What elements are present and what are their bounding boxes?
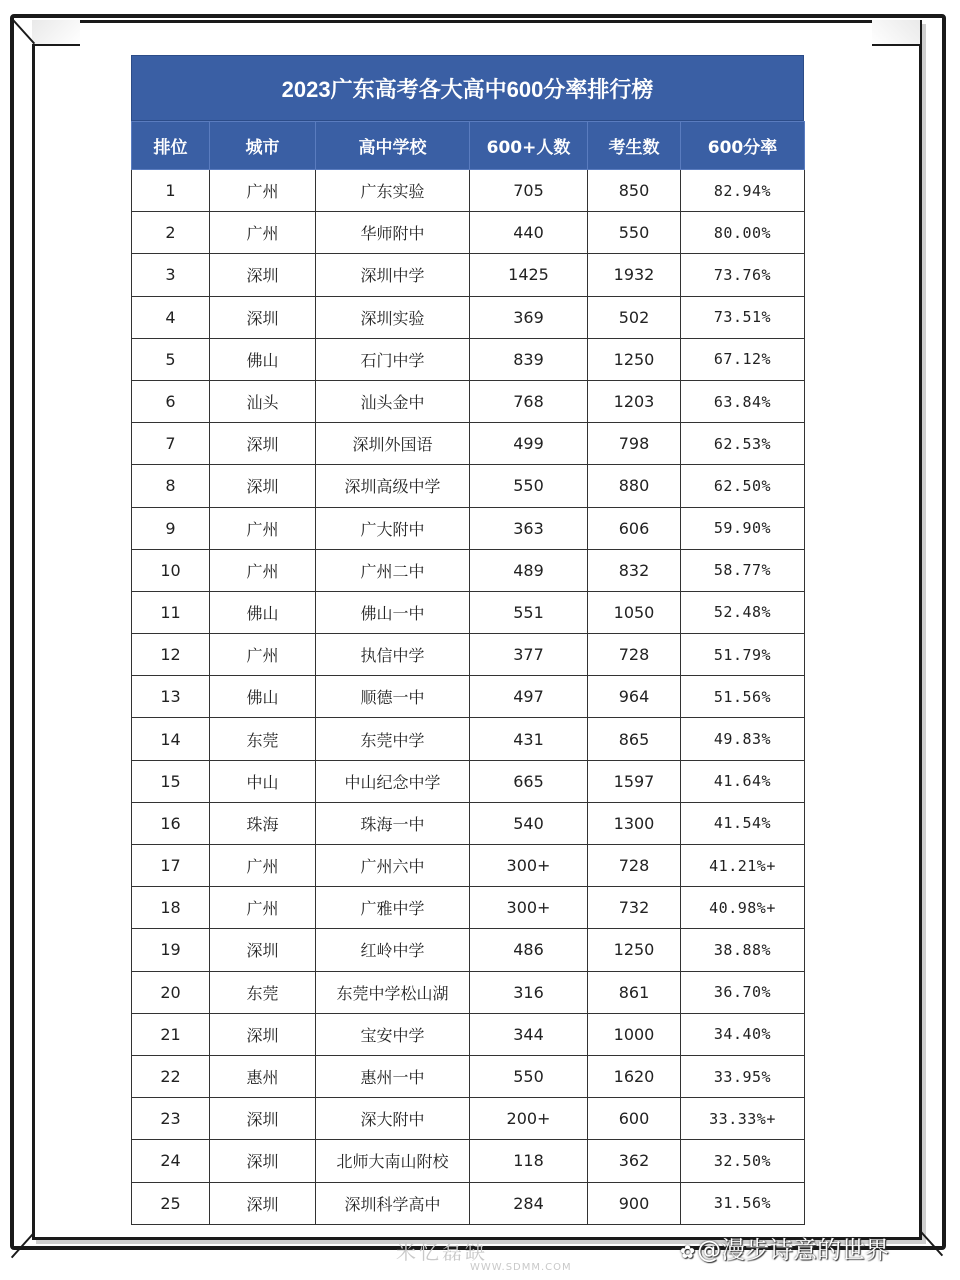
cell-600-count: 551 xyxy=(470,591,588,633)
cell-600-rate: 62.50% xyxy=(681,465,805,507)
cell-600-count: 540 xyxy=(470,802,588,844)
cell-school: 顺德一中 xyxy=(316,676,470,718)
cell-600-rate: 33.95% xyxy=(681,1055,805,1097)
header-row xyxy=(132,122,805,170)
cell-city: 深圳 xyxy=(210,1182,316,1224)
cell-600-count: 377 xyxy=(470,634,588,676)
cell-examinees: 1000 xyxy=(588,1013,681,1055)
cell-rank: 24 xyxy=(132,1140,210,1182)
cell-city: 广州 xyxy=(210,634,316,676)
cell-rank: 19 xyxy=(132,929,210,971)
cell-rank: 18 xyxy=(132,887,210,929)
cell-600-count: 665 xyxy=(470,760,588,802)
cell-600-count: 369 xyxy=(470,296,588,338)
table-row xyxy=(132,634,805,676)
table-row xyxy=(132,212,805,254)
cell-600-rate: 51.79% xyxy=(681,634,805,676)
cell-examinees: 502 xyxy=(588,296,681,338)
cell-600-rate: 41.54% xyxy=(681,802,805,844)
cell-school: 佛山一中 xyxy=(316,591,470,633)
table-row xyxy=(132,971,805,1013)
header-city: 城市 xyxy=(210,122,316,170)
cell-school: 深圳外国语 xyxy=(316,423,470,465)
table-row xyxy=(132,296,805,338)
cell-examinees: 1203 xyxy=(588,380,681,422)
cell-city: 珠海 xyxy=(210,802,316,844)
cell-600-count: 200+ xyxy=(470,1098,588,1140)
cell-city: 佛山 xyxy=(210,338,316,380)
cell-city: 广州 xyxy=(210,212,316,254)
table-row xyxy=(132,929,805,971)
cell-city: 广州 xyxy=(210,887,316,929)
cell-600-rate: 32.50% xyxy=(681,1140,805,1182)
table-row xyxy=(132,1098,805,1140)
cell-600-count: 363 xyxy=(470,507,588,549)
cell-600-count: 497 xyxy=(470,676,588,718)
cell-600-count: 300+ xyxy=(470,845,588,887)
cell-school: 深大附中 xyxy=(316,1098,470,1140)
cell-school: 广雅中学 xyxy=(316,887,470,929)
watermark-right-text: @漫步诗意的世界 xyxy=(697,1236,890,1264)
cell-school: 红岭中学 xyxy=(316,929,470,971)
cell-600-rate: 34.40% xyxy=(681,1013,805,1055)
cell-examinees: 1620 xyxy=(588,1055,681,1097)
cell-600-count: 550 xyxy=(470,465,588,507)
cell-600-rate: 67.12% xyxy=(681,338,805,380)
cell-600-count: 118 xyxy=(470,1140,588,1182)
cell-rank: 3 xyxy=(132,254,210,296)
cell-school: 东莞中学松山湖 xyxy=(316,971,470,1013)
cell-city: 深圳 xyxy=(210,254,316,296)
cell-rank: 5 xyxy=(132,338,210,380)
table-row xyxy=(132,170,805,212)
cell-school: 深圳实验 xyxy=(316,296,470,338)
header-school: 高中学校 xyxy=(316,122,470,170)
cell-rank: 2 xyxy=(132,212,210,254)
cell-rank: 10 xyxy=(132,549,210,591)
table-row xyxy=(132,1055,805,1097)
corner-fold-right xyxy=(872,20,920,46)
ranking-table-container xyxy=(131,55,804,1225)
header-600-rate: 600分率 xyxy=(681,122,805,170)
cell-city: 东莞 xyxy=(210,971,316,1013)
table-row xyxy=(132,676,805,718)
cell-examinees: 728 xyxy=(588,845,681,887)
cell-city: 广州 xyxy=(210,507,316,549)
cell-city: 深圳 xyxy=(210,929,316,971)
watermark-right xyxy=(680,1230,889,1265)
cell-rank: 20 xyxy=(132,971,210,1013)
table-row xyxy=(132,465,805,507)
cell-school: 东莞中学 xyxy=(316,718,470,760)
table-title: 2023广东高考各大高中600分率排行榜 xyxy=(131,55,804,121)
cell-600-count: 768 xyxy=(470,380,588,422)
cell-city: 深圳 xyxy=(210,423,316,465)
header-examinees: 考生数 xyxy=(588,122,681,170)
cell-city: 广州 xyxy=(210,170,316,212)
cell-rank: 11 xyxy=(132,591,210,633)
cell-school: 惠州一中 xyxy=(316,1055,470,1097)
cell-600-rate: 73.76% xyxy=(681,254,805,296)
cell-600-count: 344 xyxy=(470,1013,588,1055)
cell-600-rate: 38.88% xyxy=(681,929,805,971)
cell-examinees: 832 xyxy=(588,549,681,591)
watermark-left: 米忆磊缺 xyxy=(396,1240,488,1264)
cell-600-rate: 63.84% xyxy=(681,380,805,422)
cell-600-rate: 59.90% xyxy=(681,507,805,549)
header-600-count: 600+人数 xyxy=(470,122,588,170)
table-row xyxy=(132,1140,805,1182)
table-row xyxy=(132,423,805,465)
cell-examinees: 550 xyxy=(588,212,681,254)
table-row xyxy=(132,254,805,296)
paw-icon: ✿ xyxy=(680,1242,696,1263)
cell-rank: 12 xyxy=(132,634,210,676)
cell-600-rate: 31.56% xyxy=(681,1182,805,1224)
cell-school: 广州二中 xyxy=(316,549,470,591)
cell-examinees: 900 xyxy=(588,1182,681,1224)
cell-city: 东莞 xyxy=(210,718,316,760)
cell-school: 北师大南山附校 xyxy=(316,1140,470,1182)
cell-school: 深圳中学 xyxy=(316,254,470,296)
watermark-left-url: WWW.SDMM.COM xyxy=(470,1262,572,1273)
cell-city: 惠州 xyxy=(210,1055,316,1097)
cell-examinees: 1050 xyxy=(588,591,681,633)
cell-600-count: 839 xyxy=(470,338,588,380)
cell-school: 石门中学 xyxy=(316,338,470,380)
cell-rank: 7 xyxy=(132,423,210,465)
cell-600-rate: 41.21%+ xyxy=(681,845,805,887)
cell-600-count: 489 xyxy=(470,549,588,591)
cell-city: 深圳 xyxy=(210,1013,316,1055)
cell-600-rate: 82.94% xyxy=(681,170,805,212)
table-body xyxy=(132,170,805,1225)
cell-600-rate: 62.53% xyxy=(681,423,805,465)
cell-rank: 1 xyxy=(132,170,210,212)
cell-examinees: 798 xyxy=(588,423,681,465)
cell-600-count: 300+ xyxy=(470,887,588,929)
cell-600-rate: 36.70% xyxy=(681,971,805,1013)
corner-fold-left xyxy=(32,20,80,46)
cell-city: 佛山 xyxy=(210,676,316,718)
cell-city: 深圳 xyxy=(210,296,316,338)
table-row xyxy=(132,591,805,633)
cell-600-count: 705 xyxy=(470,170,588,212)
cell-school: 深圳高级中学 xyxy=(316,465,470,507)
cell-school: 执信中学 xyxy=(316,634,470,676)
table-row xyxy=(132,845,805,887)
cell-600-rate: 51.56% xyxy=(681,676,805,718)
cell-600-rate: 80.00% xyxy=(681,212,805,254)
cell-city: 深圳 xyxy=(210,1098,316,1140)
cell-600-count: 284 xyxy=(470,1182,588,1224)
cell-rank: 22 xyxy=(132,1055,210,1097)
cell-600-rate: 40.98%+ xyxy=(681,887,805,929)
cell-rank: 8 xyxy=(132,465,210,507)
cell-examinees: 880 xyxy=(588,465,681,507)
ranking-table xyxy=(131,121,805,1225)
cell-rank: 13 xyxy=(132,676,210,718)
cell-rank: 6 xyxy=(132,380,210,422)
cell-school: 广大附中 xyxy=(316,507,470,549)
cell-600-rate: 33.33%+ xyxy=(681,1098,805,1140)
cell-600-rate: 41.64% xyxy=(681,760,805,802)
cell-school: 汕头金中 xyxy=(316,380,470,422)
cell-city: 深圳 xyxy=(210,1140,316,1182)
cell-examinees: 600 xyxy=(588,1098,681,1140)
cell-600-rate: 52.48% xyxy=(681,591,805,633)
cell-city: 汕头 xyxy=(210,380,316,422)
cell-examinees: 362 xyxy=(588,1140,681,1182)
cell-rank: 14 xyxy=(132,718,210,760)
cell-examinees: 964 xyxy=(588,676,681,718)
cell-600-count: 431 xyxy=(470,718,588,760)
cell-examinees: 865 xyxy=(588,718,681,760)
cell-rank: 25 xyxy=(132,1182,210,1224)
table-row xyxy=(132,887,805,929)
cell-city: 广州 xyxy=(210,549,316,591)
cell-city: 广州 xyxy=(210,845,316,887)
cell-600-count: 486 xyxy=(470,929,588,971)
cell-examinees: 1932 xyxy=(588,254,681,296)
table-row xyxy=(132,1182,805,1224)
cell-examinees: 850 xyxy=(588,170,681,212)
table-row xyxy=(132,338,805,380)
cell-rank: 17 xyxy=(132,845,210,887)
cell-rank: 4 xyxy=(132,296,210,338)
cell-600-count: 550 xyxy=(470,1055,588,1097)
cell-rank: 21 xyxy=(132,1013,210,1055)
cell-600-count: 316 xyxy=(470,971,588,1013)
cell-city: 深圳 xyxy=(210,465,316,507)
cell-school: 珠海一中 xyxy=(316,802,470,844)
cell-examinees: 606 xyxy=(588,507,681,549)
table-row xyxy=(132,802,805,844)
cell-600-count: 1425 xyxy=(470,254,588,296)
cell-600-rate: 49.83% xyxy=(681,718,805,760)
cell-examinees: 732 xyxy=(588,887,681,929)
cell-examinees: 1597 xyxy=(588,760,681,802)
cell-examinees: 728 xyxy=(588,634,681,676)
table-row xyxy=(132,507,805,549)
table-row xyxy=(132,718,805,760)
cell-examinees: 1250 xyxy=(588,338,681,380)
cell-600-rate: 73.51% xyxy=(681,296,805,338)
cell-city: 佛山 xyxy=(210,591,316,633)
cell-school: 广州六中 xyxy=(316,845,470,887)
cell-600-count: 440 xyxy=(470,212,588,254)
cell-rank: 16 xyxy=(132,802,210,844)
cell-school: 中山纪念中学 xyxy=(316,760,470,802)
table-row xyxy=(132,760,805,802)
cell-school: 华师附中 xyxy=(316,212,470,254)
cell-600-count: 499 xyxy=(470,423,588,465)
cell-school: 宝安中学 xyxy=(316,1013,470,1055)
cell-rank: 15 xyxy=(132,760,210,802)
cell-school: 深圳科学高中 xyxy=(316,1182,470,1224)
cell-600-rate: 58.77% xyxy=(681,549,805,591)
cell-examinees: 861 xyxy=(588,971,681,1013)
cell-rank: 9 xyxy=(132,507,210,549)
table-row xyxy=(132,549,805,591)
cell-rank: 23 xyxy=(132,1098,210,1140)
table-row xyxy=(132,380,805,422)
table-row xyxy=(132,1013,805,1055)
cell-examinees: 1250 xyxy=(588,929,681,971)
cell-school: 广东实验 xyxy=(316,170,470,212)
header-rank: 排位 xyxy=(132,122,210,170)
cell-city: 中山 xyxy=(210,760,316,802)
cell-examinees: 1300 xyxy=(588,802,681,844)
